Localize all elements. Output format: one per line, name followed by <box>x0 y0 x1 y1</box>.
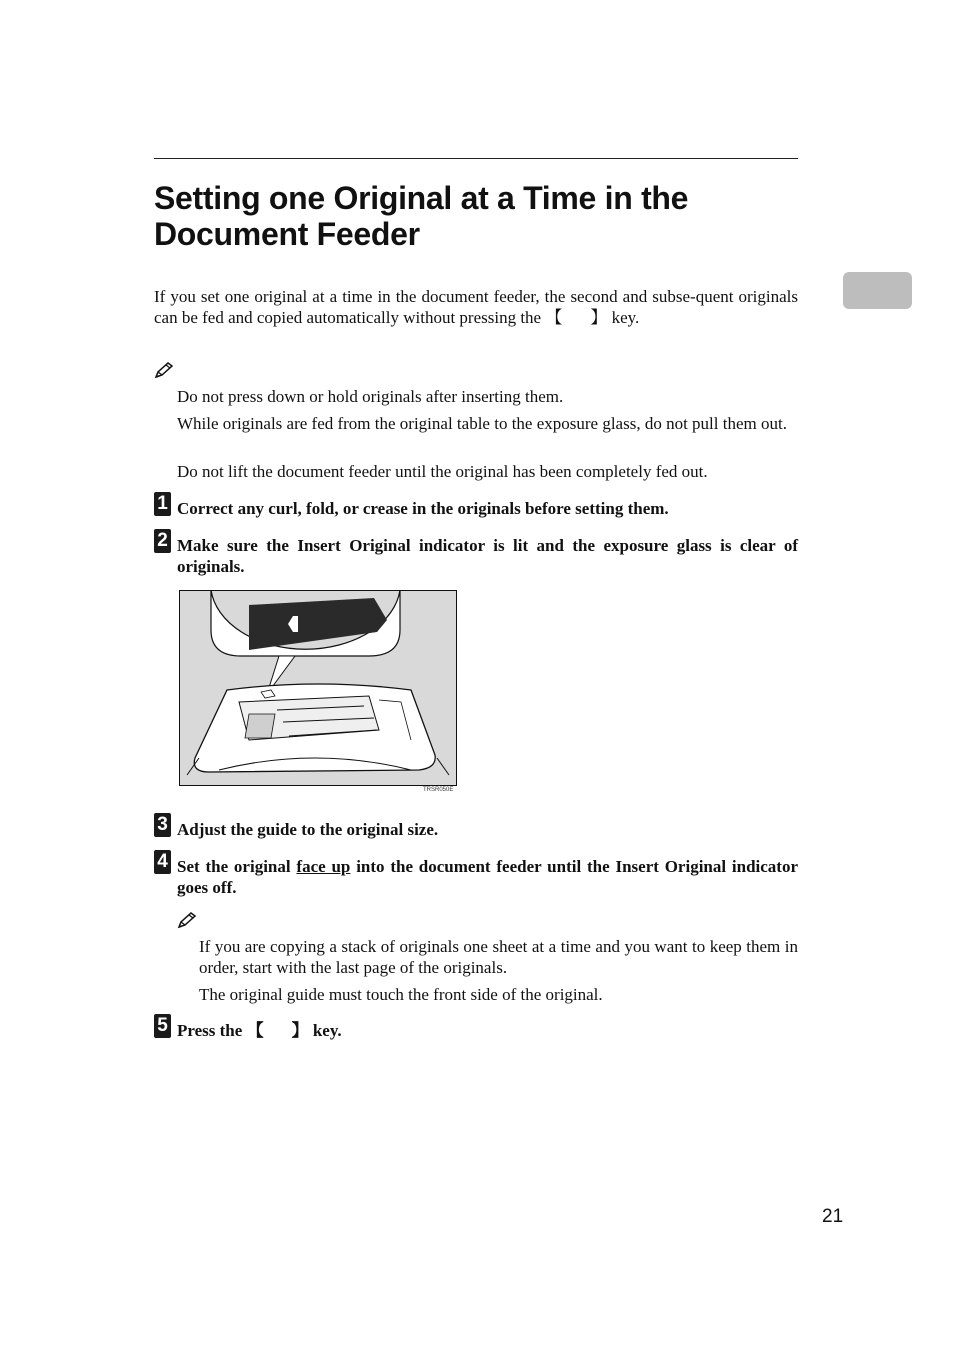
step-text <box>177 856 798 898</box>
step-text-part: Set the original <box>177 857 291 876</box>
step-number: 3 <box>154 813 171 837</box>
step-number: 2 <box>154 529 171 553</box>
key-bracket-close: 】 <box>291 1021 309 1040</box>
step-text: Make sure the Insert Original indicator is lit and the exposure glass is clear of originals. <box>177 536 798 576</box>
step-text: Adjust the guide to the original size. <box>177 820 439 839</box>
intro-text: If you set one original at a time in the document feeder, the second and subse-quent originals can be fed and copied automatically without pressing the <box>154 287 798 327</box>
header-rule <box>154 158 798 159</box>
note-item: The original guide must touch the front side of the original. <box>199 985 603 1004</box>
page-title: Setting one Original at a Time in the Document Feeder <box>154 180 689 252</box>
step-number: 4 <box>154 850 171 874</box>
step-text <box>177 1020 798 1041</box>
note-item: Do not press down or hold originals after inserting them. <box>177 387 564 406</box>
face-up-emphasis: face up <box>296 857 351 876</box>
intro-text-end: key. <box>611 308 640 327</box>
chapter-tab <box>843 272 912 309</box>
step-number: 1 <box>154 492 171 516</box>
note-item: Do not lift the document feeder until the original has been completely fed out. <box>177 462 708 481</box>
step-text-part: into the document feeder until the Insert Original indicator goes off. <box>177 857 799 897</box>
step-text: Correct any curl, fold, or crease in the originals before setting them. <box>177 499 669 518</box>
pencil-note-icon <box>177 911 197 929</box>
key-bracket-open: 【 <box>545 308 563 327</box>
page-number: 21 <box>822 1206 844 1227</box>
document-feeder-illustration <box>179 590 457 786</box>
intro-paragraph <box>154 286 798 328</box>
step-text-part: key. <box>312 1021 342 1040</box>
step-number: 5 <box>154 1014 171 1038</box>
step-text-part: Press the <box>177 1021 243 1040</box>
key-bracket-open: 【 <box>246 1021 264 1040</box>
pencil-note-icon <box>154 361 174 379</box>
note-item: If you are copying a stack of originals one sheet at a time and you want to keep them in order, start with the last page of the originals. <box>199 937 798 977</box>
key-bracket-close: 】 <box>590 308 608 327</box>
figure-code: TRSR050E <box>423 787 454 793</box>
note-item: While originals are fed from the original table to the exposure glass, do not pull them out. <box>177 414 787 433</box>
